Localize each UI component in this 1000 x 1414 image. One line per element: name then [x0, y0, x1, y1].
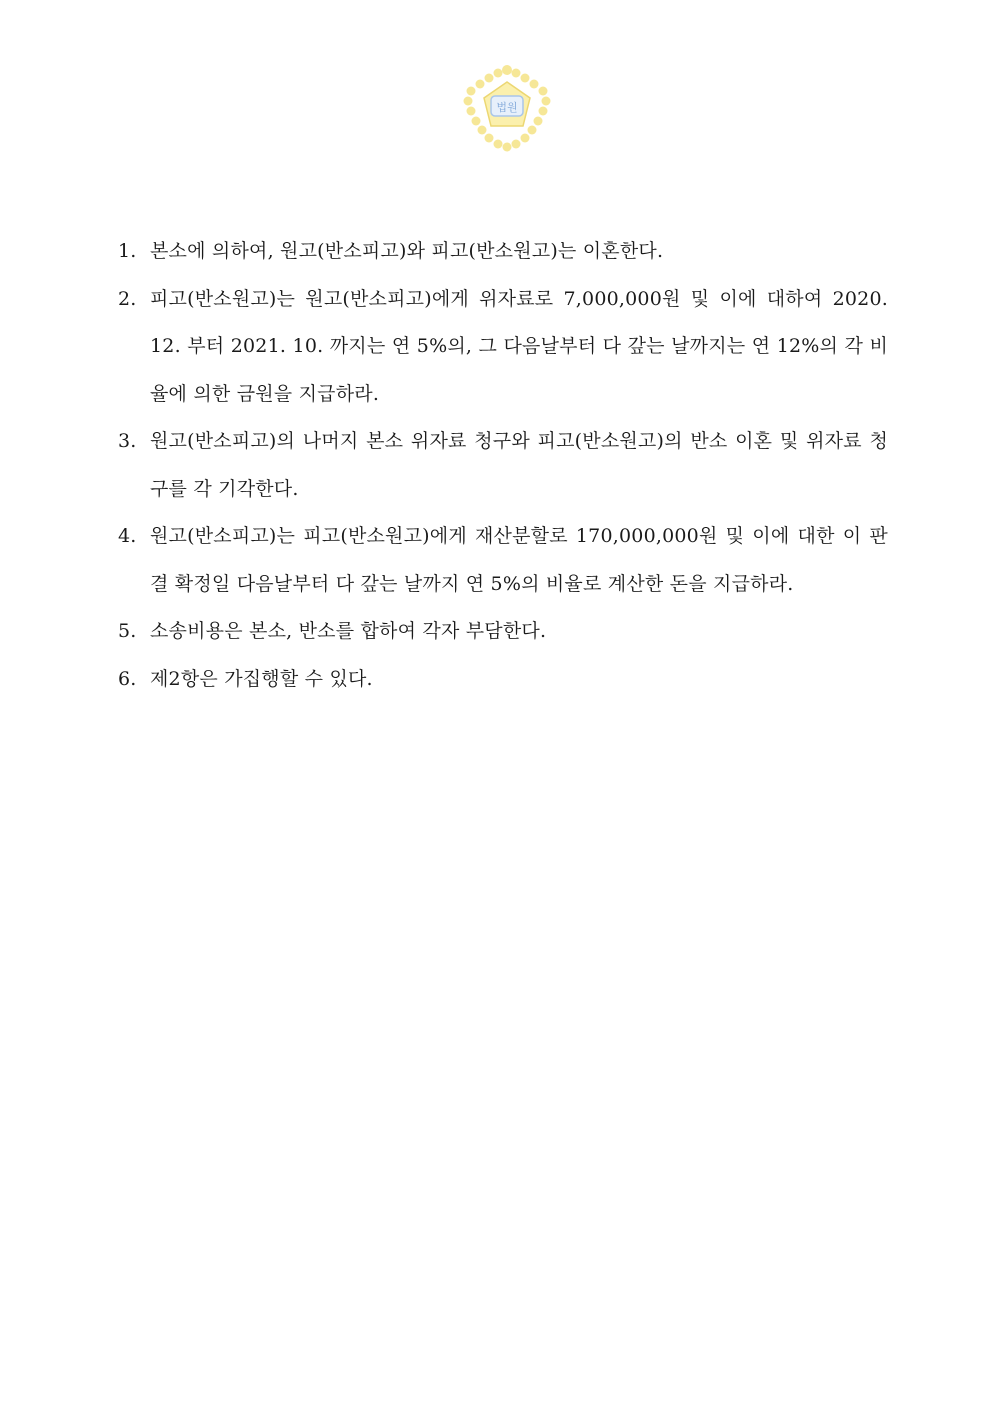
- judgment-item-5: [118, 608, 888, 656]
- item-text: 피고(반소원고)는 원고(반소피고)에게 위자료로 7,000,000원 및 이에 대하여 2020. 12. 부터 2021. 10. 까지는 연 5%의, 그 다음날부터 다 갚는 날까지는 연 12%의 각 비율에 의한 금원을 지급하라.: [150, 287, 888, 405]
- item-number: 6.: [118, 667, 137, 690]
- item-text: 원고(반소피고)는 피고(반소원고)에게 재산분할로 170,000,000원 및 이에 대한 이 판결 확정일 다음날부터 다 갚는 날까지 연 5%의 비율로 계산한 돈을 지급하라.: [150, 525, 888, 595]
- item-text: 제2항은 가집행할 수 있다.: [150, 667, 373, 690]
- item-number: 5.: [118, 620, 137, 642]
- judgment-item-2: [118, 276, 888, 419]
- item-number: 4.: [118, 525, 137, 547]
- item-number: 2.: [118, 287, 137, 310]
- judgment-item-4: [118, 513, 888, 608]
- item-text: 원고(반소피고)의 나머지 본소 위자료 청구와 피고(반소원고)의 반소 이혼 및 위자료 청구를 각 기각한다.: [150, 430, 888, 500]
- item-text: 소송비용은 본소, 반소를 합하여 각자 부담한다.: [150, 620, 547, 642]
- judgment-item-3: [118, 418, 888, 513]
- item-text: 본소에 의하여, 원고(반소피고)와 피고(반소원고)는 이혼한다.: [150, 240, 664, 262]
- judgment-items: [118, 228, 888, 703]
- item-number: 1.: [118, 240, 137, 262]
- seal-text: 법원: [496, 101, 518, 114]
- judgment-item-6: [118, 656, 888, 704]
- judgment-item-1: [118, 228, 888, 276]
- court-seal-icon: [460, 62, 554, 154]
- item-number: 3.: [118, 430, 137, 452]
